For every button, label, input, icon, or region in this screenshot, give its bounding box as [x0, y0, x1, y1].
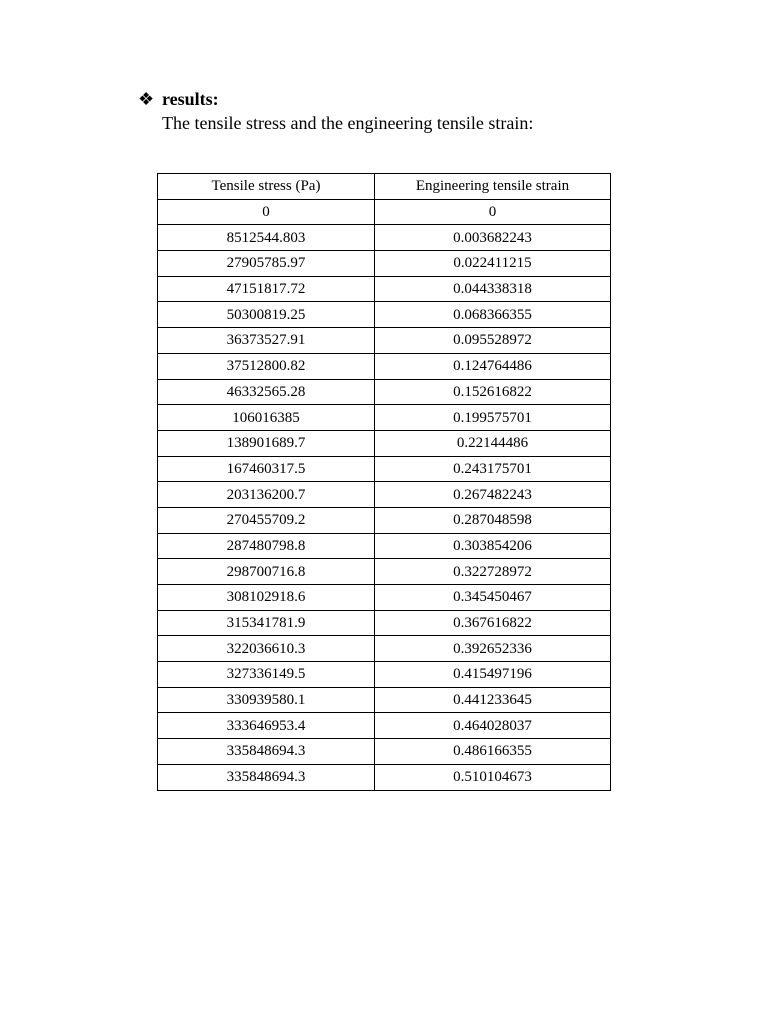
table-row — [158, 533, 611, 559]
engineering-strain-cell: 0.267482243 — [375, 482, 611, 508]
header-tensile-stress: Tensile stress (Pa) — [158, 174, 375, 200]
table-body — [158, 199, 611, 790]
engineering-strain-cell: 0.322728972 — [375, 559, 611, 585]
tensile-stress-cell: 308102918.6 — [158, 585, 375, 611]
table-row — [158, 302, 611, 328]
diamond-bullet-icon: ❖ — [138, 89, 155, 109]
engineering-strain-cell: 0.152616822 — [375, 379, 611, 405]
engineering-strain-cell: 0.441233645 — [375, 687, 611, 713]
engineering-strain-cell: 0.003682243 — [375, 225, 611, 251]
table-row — [158, 353, 611, 379]
table-header-row — [158, 174, 611, 200]
section-subtitle: The tensile stress and the engineering tensile strain: — [162, 113, 534, 133]
tensile-stress-cell: 50300819.25 — [158, 302, 375, 328]
table-row — [158, 276, 611, 302]
section-title: results: — [162, 89, 219, 109]
engineering-strain-cell: 0.392652336 — [375, 636, 611, 662]
tensile-stress-cell: 47151817.72 — [158, 276, 375, 302]
engineering-strain-cell: 0 — [375, 199, 611, 225]
engineering-strain-cell: 0.464028037 — [375, 713, 611, 739]
engineering-strain-cell: 0.415497196 — [375, 662, 611, 688]
tensile-stress-cell: 330939580.1 — [158, 687, 375, 713]
table-row — [158, 251, 611, 277]
table-row — [158, 507, 611, 533]
engineering-strain-cell: 0.095528972 — [375, 328, 611, 354]
tensile-stress-cell: 106016385 — [158, 405, 375, 431]
engineering-strain-cell: 0.199575701 — [375, 405, 611, 431]
tensile-stress-cell: 327336149.5 — [158, 662, 375, 688]
table-row — [158, 610, 611, 636]
engineering-strain-cell: 0.068366355 — [375, 302, 611, 328]
engineering-strain-cell: 0.287048598 — [375, 507, 611, 533]
table-row — [158, 636, 611, 662]
engineering-strain-cell: 0.243175701 — [375, 456, 611, 482]
tensile-stress-cell: 270455709.2 — [158, 507, 375, 533]
tensile-stress-cell: 27905785.97 — [158, 251, 375, 277]
tensile-stress-cell: 298700716.8 — [158, 559, 375, 585]
tensile-stress-cell: 37512800.82 — [158, 353, 375, 379]
tensile-stress-cell: 0 — [158, 199, 375, 225]
engineering-strain-cell: 0.124764486 — [375, 353, 611, 379]
table-row — [158, 379, 611, 405]
table-row — [158, 585, 611, 611]
tensile-stress-cell: 203136200.7 — [158, 482, 375, 508]
tensile-stress-cell: 46332565.28 — [158, 379, 375, 405]
header-engineering-strain: Engineering tensile strain — [375, 174, 611, 200]
engineering-strain-cell: 0.044338318 — [375, 276, 611, 302]
table-row — [158, 662, 611, 688]
results-table — [157, 173, 611, 791]
engineering-strain-cell: 0.510104673 — [375, 764, 611, 790]
table-row — [158, 405, 611, 431]
table-row — [158, 687, 611, 713]
tensile-stress-cell: 335848694.3 — [158, 764, 375, 790]
table-row — [158, 199, 611, 225]
tensile-stress-cell: 287480798.8 — [158, 533, 375, 559]
engineering-strain-cell: 0.367616822 — [375, 610, 611, 636]
tensile-stress-cell: 335848694.3 — [158, 739, 375, 765]
engineering-strain-cell: 0.022411215 — [375, 251, 611, 277]
section-heading — [138, 88, 219, 110]
table-row — [158, 713, 611, 739]
table-row — [158, 559, 611, 585]
engineering-strain-cell: 0.345450467 — [375, 585, 611, 611]
table-row — [158, 456, 611, 482]
tensile-stress-cell: 138901689.7 — [158, 430, 375, 456]
tensile-stress-cell: 315341781.9 — [158, 610, 375, 636]
table-row — [158, 764, 611, 790]
engineering-strain-cell: 0.22144486 — [375, 430, 611, 456]
table-row — [158, 225, 611, 251]
tensile-stress-cell: 8512544.803 — [158, 225, 375, 251]
tensile-stress-cell: 167460317.5 — [158, 456, 375, 482]
tensile-stress-cell: 333646953.4 — [158, 713, 375, 739]
table-row — [158, 482, 611, 508]
tensile-stress-cell: 36373527.91 — [158, 328, 375, 354]
tensile-stress-cell: 322036610.3 — [158, 636, 375, 662]
table-row — [158, 430, 611, 456]
table-row — [158, 328, 611, 354]
engineering-strain-cell: 0.486166355 — [375, 739, 611, 765]
table-row — [158, 739, 611, 765]
engineering-strain-cell: 0.303854206 — [375, 533, 611, 559]
